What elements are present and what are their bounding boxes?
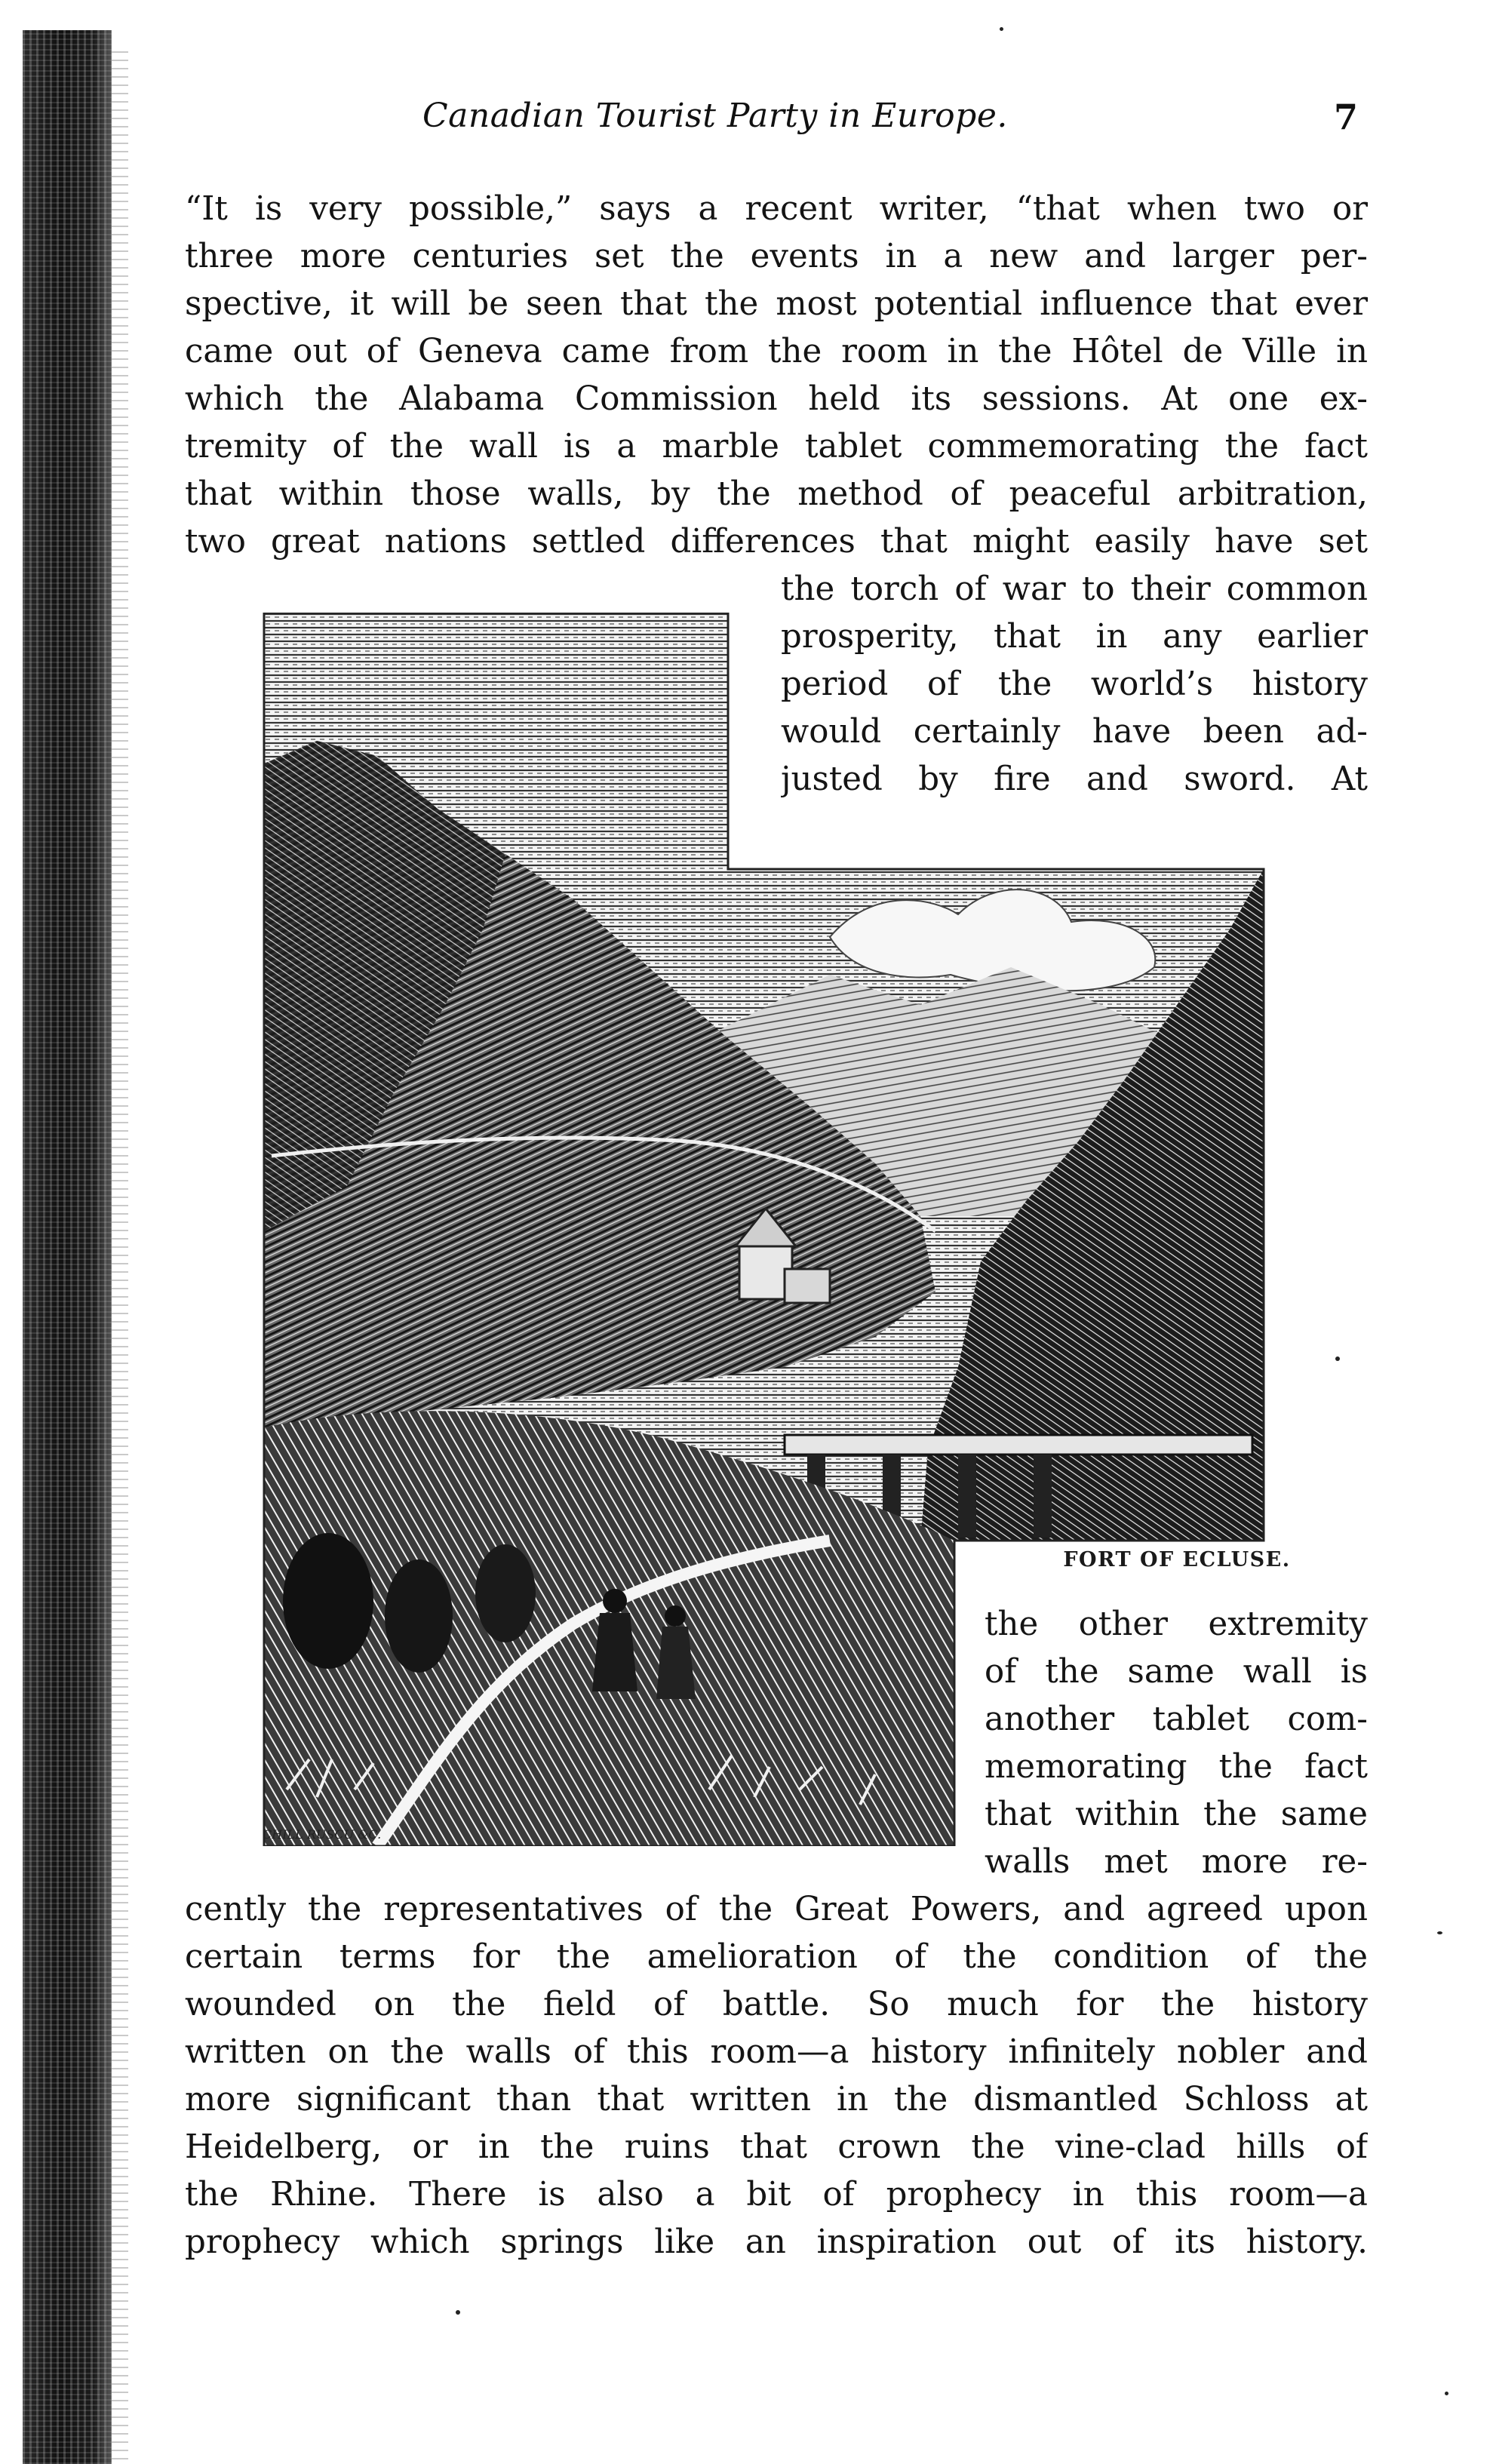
text-line: would certainly have been ad- (781, 713, 1368, 751)
text-line: more significant than that written in the dismantled Schloss at (185, 2081, 1368, 2118)
paragraph-top (185, 186, 1368, 566)
text-line: period of the world’s history (781, 665, 1368, 703)
text-line: another tablet com- (985, 1701, 1368, 1738)
scan-speck (1437, 1931, 1442, 1934)
scan-speck (456, 2310, 460, 2315)
text-line: prophecy which springs like an inspiration out of its history. (185, 2223, 1368, 2261)
text-line: the torch of war to their common (781, 570, 1368, 608)
paragraph-right-lower (985, 1601, 1368, 1886)
running-title: Canadian Tourist Party in Europe. (422, 97, 1008, 135)
text-line: justed by fire and sword. At (781, 760, 1368, 798)
running-header (422, 97, 1358, 151)
text-line: spective, it will be seen that the most potential influence that ever (185, 285, 1368, 323)
text-line: two great nations settled differences that might easily have set (185, 523, 1368, 561)
illustration-caption: FORT OF ECLUSE. (1063, 1548, 1291, 1571)
text-line: which the Alabama Commission held its sessions. At one ex- (185, 380, 1368, 418)
text-line: tremity of the wall is a marble tablet commemorating the fact (185, 428, 1368, 465)
scanned-binding-edge (23, 30, 112, 2464)
text-line: that within those walls, by the method of peaceful arbitration, (185, 475, 1368, 513)
text-line: certain terms for the amelioration of the condition of the (185, 1938, 1368, 1976)
text-line: came out of Geneva came from the room in the Hôtel de Ville in (185, 333, 1368, 370)
text-line: “It is very possible,” says a recent writer, “that when two or (185, 190, 1368, 228)
text-line: wounded on the field of battle. So much for the history (185, 1986, 1368, 2023)
text-line: written on the walls of this room—a history infinitely nobler and (185, 2033, 1368, 2071)
scan-speck (1000, 27, 1003, 31)
text-line: that within the same (985, 1796, 1368, 1833)
text-line: the Rhine. There is also a bit of prophecy in this room—a (185, 2176, 1368, 2214)
scan-speck (1445, 2392, 1448, 2395)
page-edge-shadow (112, 45, 128, 2459)
text-line: of the same wall is (985, 1653, 1368, 1691)
text-line: three more centuries set the events in a new and larger per- (185, 238, 1368, 275)
scan-speck (1335, 1356, 1340, 1361)
paragraph-bottom (185, 1886, 1368, 2266)
engraver-credit: CHILL RUSCU &C. (263, 1827, 382, 1842)
text-line: cently the representatives of the Great Powers, and agreed upon (185, 1891, 1368, 1928)
text-line: Heidelberg, or in the ruins that crown the vine-clad hills of (185, 2128, 1368, 2166)
text-line: prosperity, that in any earlier (781, 618, 1368, 656)
text-line: memorating the fact (985, 1748, 1368, 1786)
page-number: 7 (1333, 97, 1358, 137)
text-line: the other extremity (985, 1605, 1368, 1643)
text-line: walls met more re- (985, 1843, 1368, 1881)
